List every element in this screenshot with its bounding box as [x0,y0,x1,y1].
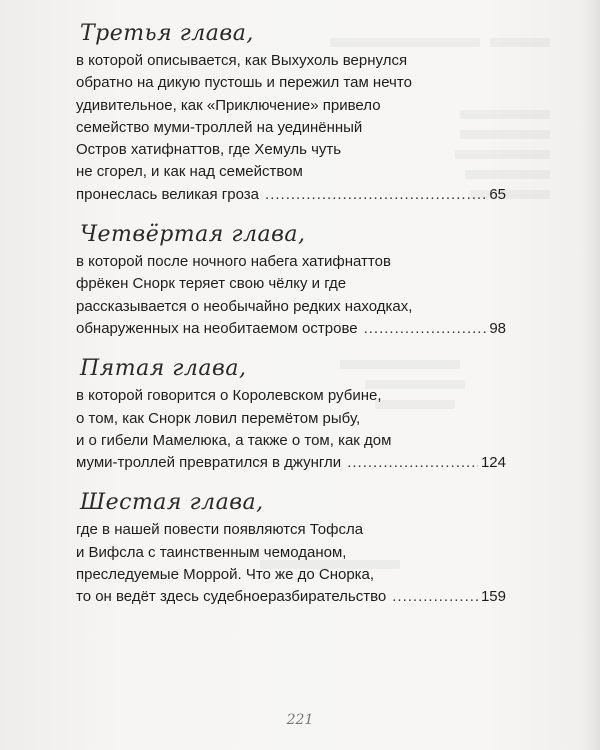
chapter-summary-line: и Вифсла с таинственным чемоданом, [76,543,347,561]
chapter-summary-last-line [76,452,506,474]
chapter-title: Третья глава, [80,21,254,46]
chapter-title: Шестая глава, [80,490,264,516]
toc-entry-chapter-6 [76,489,506,608]
dot-leader [392,586,478,608]
dot-leader [347,452,478,474]
page-number: 65 [489,185,506,203]
chapter-summary-last-line [76,318,506,340]
chapter-summary-line: то он ведёт здесь судебноеразбирательство [76,588,387,606]
chapter-title: Четвёртая глава, [80,222,306,248]
chapter-summary-line: не сгорел, и как над семейством [76,163,303,181]
page-edge-shadow [582,0,600,750]
chapter-summary-line: фрёкен Снорк теряет свою чёлку и где [76,275,347,293]
chapter-summary-line: о том, как Снорк ловил перемётом рыбу, [76,409,361,427]
chapter-summary-line: в которой после ночного набега хатифнаттов [76,253,391,271]
chapter-summary-line: семейство муми-троллей на уединённый [76,118,363,136]
toc-entry-chapter-4 [76,221,506,340]
dot-leader [364,318,487,340]
chapter-summary-line: рассказывается о необычайно редких находках, [76,297,413,315]
page-number: 159 [480,588,506,606]
page-number: 98 [489,319,506,337]
table-of-contents [76,20,506,624]
folio-page-number: 221 [286,712,314,728]
chapter-title: Пятая глава, [80,356,247,382]
chapter-summary-line: где в нашей повести появляются Тофсла [76,521,364,539]
page-number: 124 [480,454,506,472]
chapter-summary-line: и о гибели Мамелюка, а также о том, как дом [76,431,392,449]
toc-entry-chapter-5 [76,355,506,474]
chapter-summary-line: в которой говорится о Королевском рубине, [76,387,382,405]
chapter-summary-line: муми-троллей превратился в джунгли [76,454,342,472]
chapter-summary-line: обратно на дикую пустошь и пережил там нечто [76,74,412,92]
chapter-summary-line: преследуемые Моррой. Что же до Снорка, [76,566,375,584]
dot-leader [265,184,486,206]
chapter-summary-last-line [76,586,506,608]
chapter-summary-line: удивительное, как «Приключение» привело [76,96,381,114]
toc-entry-chapter-3 [76,20,506,206]
chapter-summary-line: в которой описывается, как Выхухоль вернулся [76,52,408,69]
chapter-summary-line: Остров хатифнаттов, где Хемуль чуть [76,141,342,159]
chapter-summary-last-line [76,184,506,206]
chapter-summary-line: пронеслась великая гроза [76,185,260,203]
chapter-summary-line: обнаруженных на необитаемом острове [76,319,358,337]
